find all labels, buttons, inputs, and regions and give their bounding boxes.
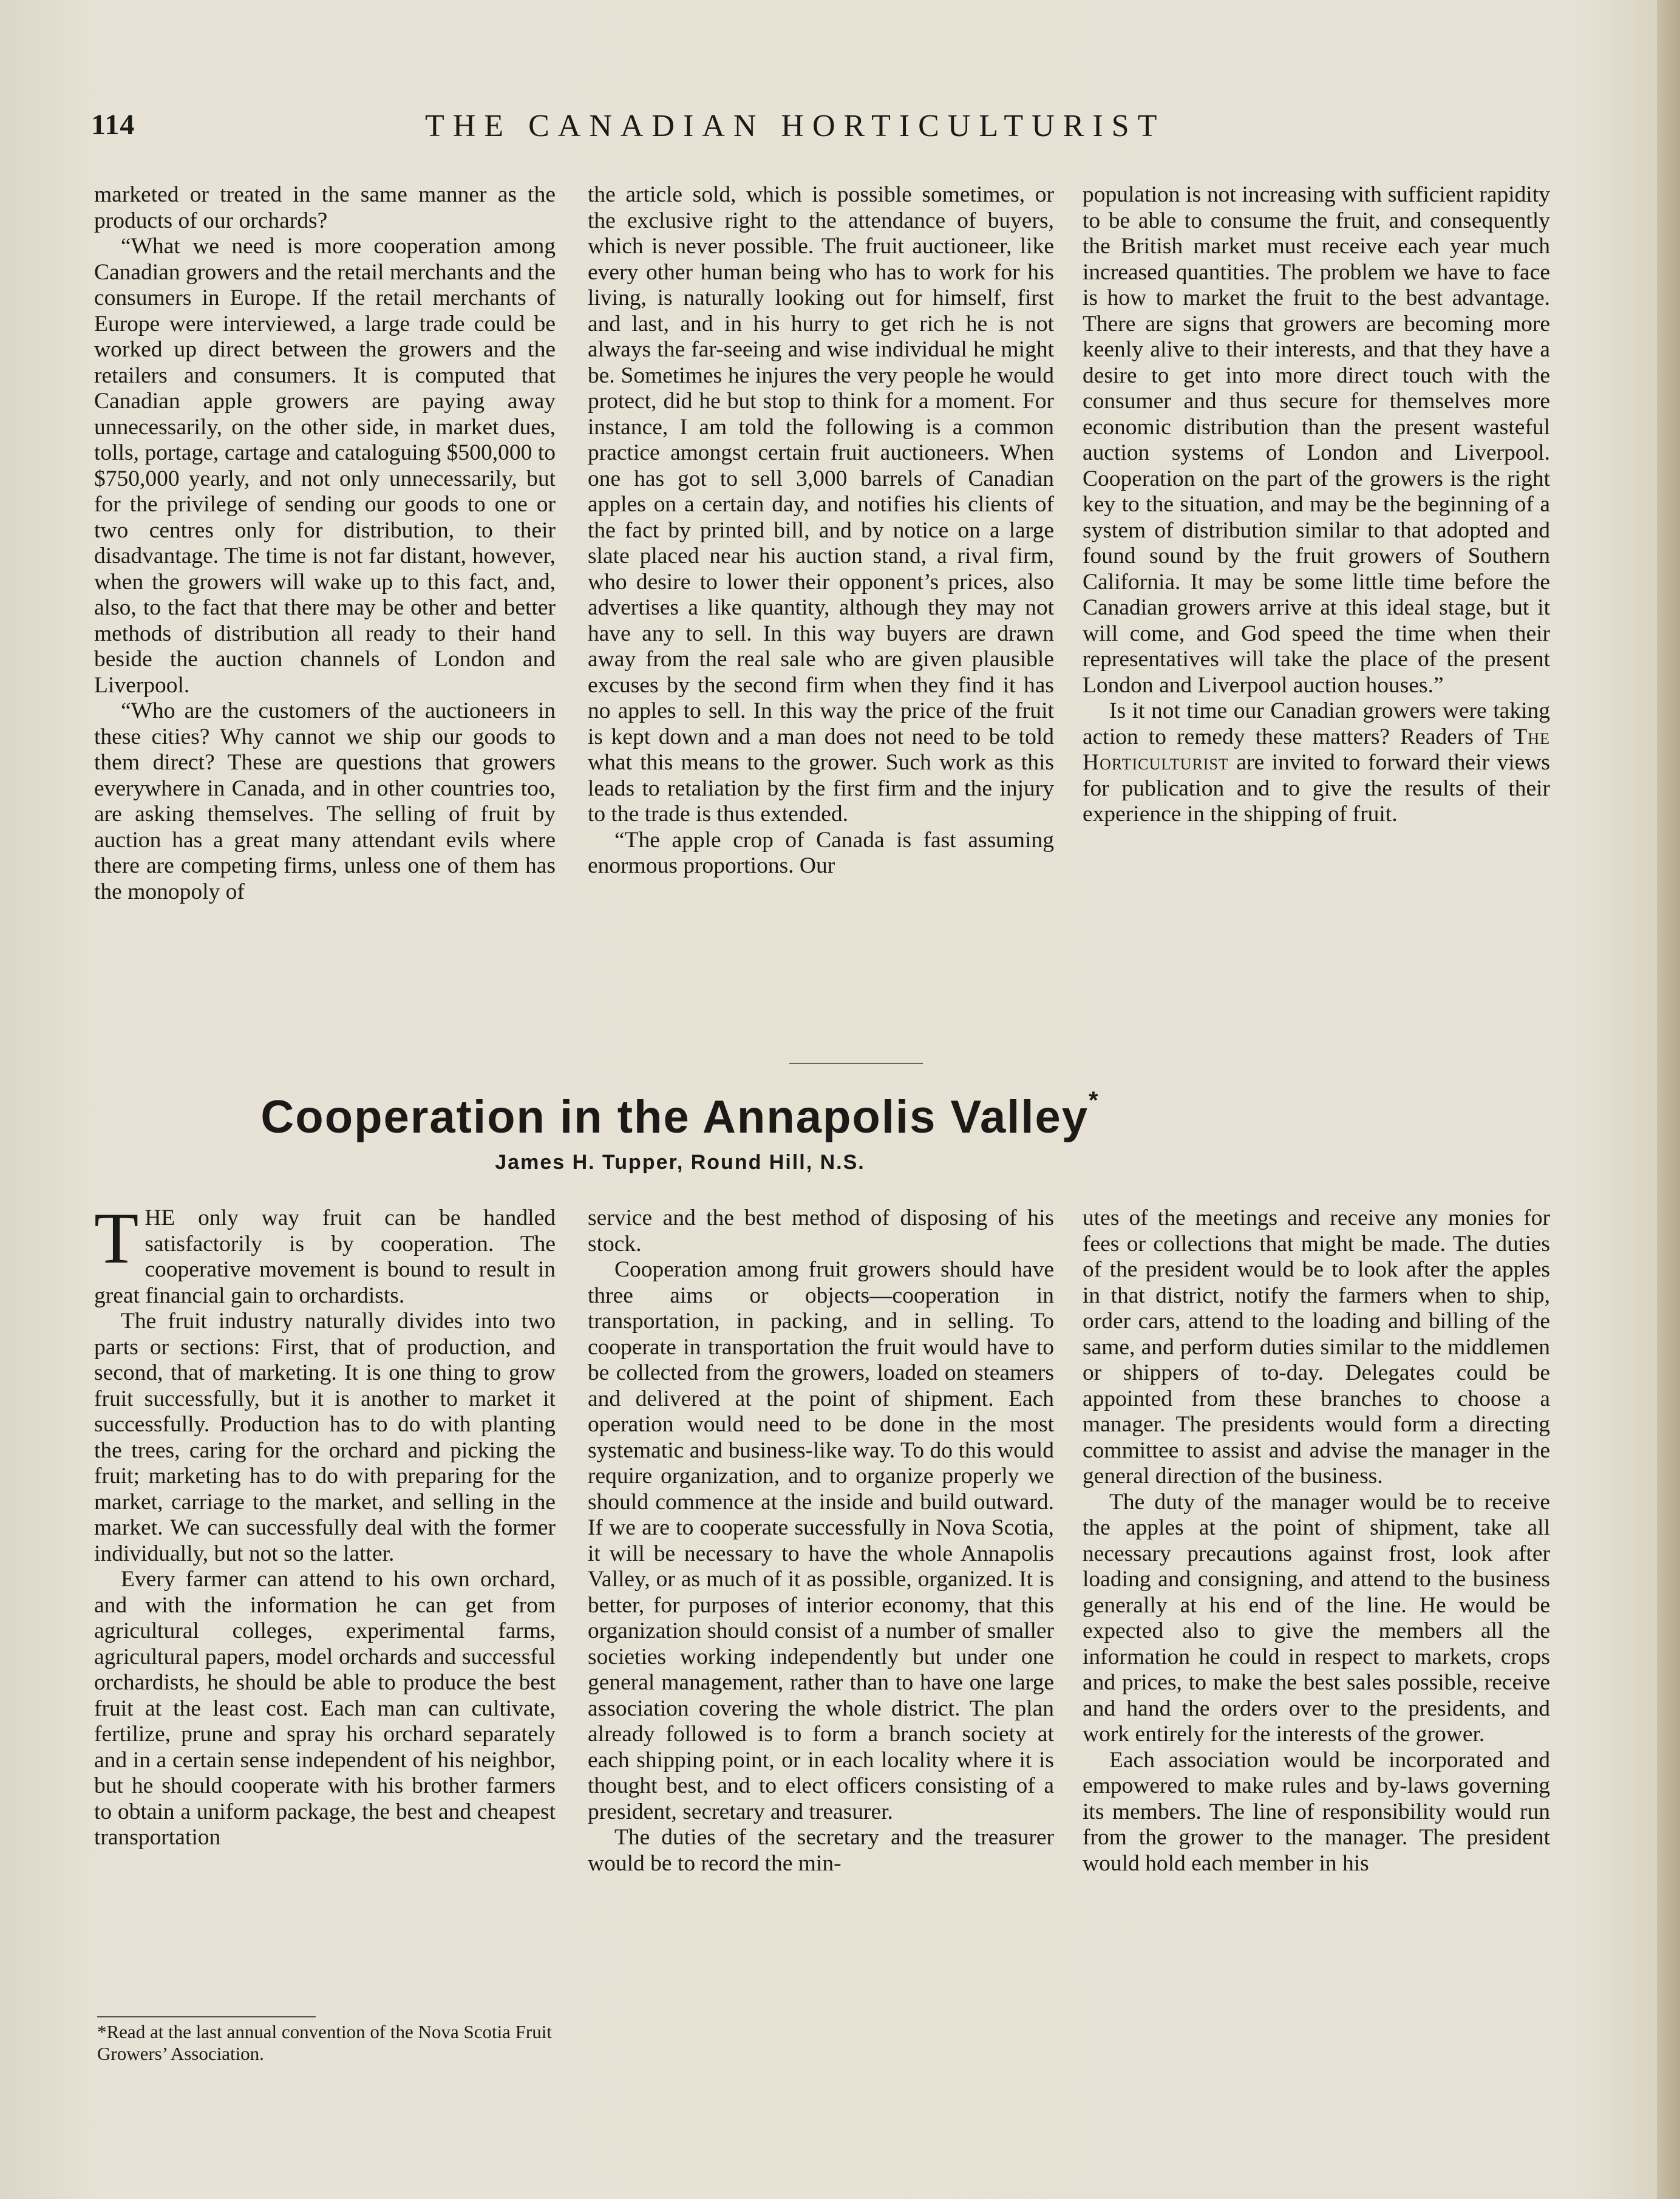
paragraph: the article sold, which is possible sometimes, or the exclusive right to the attendance of buyers, which is never possible. The fruit auctioneer, like every other human being who has to work for his living, is naturally looking out for himself, first and last, and in his hurry to get rich he is not always the far-seeing and wise individual he might be. Sometimes he injures the very people he would protect, did he but stop to think for a moment. For instance, I am told the following is a common practice amongst certain fruit auctioneers. When one has got to sell 3,000 barrels of Canadian apples on a certain day, and notifies his clients of the fact by printed bill, and by notice on a large slate placed near his auction stand, a rival firm, who desire to lower their opponent’s prices, also advertises a like quantity, although they may not have any to sell. In this way buyers are drawn away from the real sale who are given plausible excuses by the second firm when they find it has no apples to sell. In this way the price of the fruit is kept down and a man does not need to be told what this means to the grower. Such work as this leads to retaliation by the first firm and the injury to the trade is thus extended. <box>588 182 1054 827</box>
paragraph: Cooperation among fruit growers should have three aims or objects—cooperation in transportation, in packing, and in selling. To cooperate in transportation the fruit would have to be collected from the growers, loaded on steamers and delivered at the point of shipment. Each operation would need to be done in the most systematic and business-like way. To do this would require organization, and to organize properly we should commence at the inside and build outward. If we are to cooperate successfully in Nova Scotia, it will be necessary to have the whole Annapolis Valley, or as much of it as possible, organized. It is better, for purposes of interior economy, that this organization should consist of a number of smaller societies working independently but under one general management, rather than to have one large association covering the whole district. The plan already followed is to form a branch society at each shipping point, or in each locality where it is thought best, and to elect officers consisting of a president, secretary and treasurer. <box>588 1257 1054 1824</box>
paragraph: utes of the meetings and receive any monies for fees or collections that might be made. The duties of the president would be to look after the apples in that district, notify the farmers when to ship, order cars, attend to the loading and billing of the same, and perform duties similar to the middlemen or shippers of to-day. Delegates could be appointed from these branches to choose a manager. The presidents would form a directing committee to assist and advise the manager in the general direction of the business. <box>1083 1205 1550 1488</box>
paragraph: Each association would be incorporated and empowered to make rules and by-laws governing its members. The line of responsibility would run from the grower to the manager. The president would hold each member in his <box>1083 1747 1550 1876</box>
article-column-3 <box>1083 1205 1550 2068</box>
article-column-1 <box>94 1198 556 2068</box>
page-edge <box>1657 0 1680 2199</box>
paragraph: “The apple crop of Canada is fast assuming enormous proportions. Our <box>588 827 1054 878</box>
article-title <box>255 1087 1105 1144</box>
opening-paragraph <box>94 1198 556 1309</box>
article-title-text: Cooperation in the Annapolis Valley <box>260 1091 1089 1143</box>
continued-article-column-2 <box>588 182 1054 1032</box>
footnote-rule <box>97 2016 316 2017</box>
paragraph: The duties of the secretary and the treasurer would be to record the min- <box>588 1825 1054 1876</box>
journal-name-smallcaps: The Horticulturist <box>1083 724 1550 775</box>
continued-article-column-3 <box>1083 182 1550 1032</box>
page-number: 114 <box>91 109 135 141</box>
continued-article-column-1 <box>94 182 556 1032</box>
paragraph: Every farmer can attend to his own orchard, and with the information he can get from agricultural colleges, experimental farms, agricultural papers, model orchards and successful orchardists, he should be able to produce the best fruit at the least cost. Each man can cultivate, fertilize, prune and spray his orchard separately and in a certain sense independent of his neighbor, but he should cooperate with his brother farmers to obtain a uniform package, the best and cheapest transportation <box>94 1567 556 1850</box>
footnote-marker: * <box>1089 1087 1100 1114</box>
paragraph: population is not increasing with sufficient rapidity to be able to consume the fruit, and consequently the British market must receive each year much increased quantities. The problem we have to face is how to market the fruit to the best advantage. There are signs that growers are becoming more keenly alive to their interests, and that they have a desire to get into more direct touch with the consumer and thus secure for themselves more economic distribution than the present wasteful auction systems of London and Liverpool. Cooperation on the part of the growers is the right key to the situation, and may be the beginning of a system of distribution similar to that adopted and found sound by the fruit growers of Southern California. It may be some little time before the Canadian growers arrive at this ideal stage, but it will come, and God speed the time when their representatives will take the place of the present London and Liverpool auction houses.” <box>1083 182 1550 698</box>
journal-title: THE CANADIAN HORTICULTURIST <box>425 109 1166 143</box>
article-byline: James H. Tupper, Round Hill, N.S. <box>495 1151 865 1174</box>
paragraph-text: Is it not time our Canadian growers were taking action to remedy these matters? Readers of <box>1083 698 1550 749</box>
section-divider <box>789 1063 923 1064</box>
paragraph: “What we need is more cooperation among Canadian growers and the retail merchants and the consumers in Europe. If the retail merchants of Europe were interviewed, a large trade could be worked up direct between the growers and the retailers and consumers. It is computed that Canadian apple growers are paying away unnecessarily, on the other side, in market dues, tolls, portage, cartage and cataloguing $500,000 to $750,000 yearly, and not only unnecessarily, but for the privilege of sending our goods to one or two centres only for distribution, to their disadvantage. The time is not far distant, however, when the growers will wake up to this fact, and, also, to the fact that there may be other and better methods of distribution all ready to their hand beside the auction channels of London and Liverpool. <box>94 234 556 698</box>
paragraph: The duty of the manager would be to receive the apples at the point of shipment, take all necessary precautions against frost, look after loading and consigning, and attend to the business generally at his end of the line. He would be expected also to give the members all the information he could in respect to markets, crops and prices, to make the best sales possible, receive and hand the orders over to the presidents, and work entirely for the interests of the grower. <box>1083 1489 1550 1747</box>
paragraph-text: are invited to forward their views for publication and to give the results of their experience in the shipping of fruit. <box>1083 750 1551 827</box>
drop-cap: T <box>94 1198 139 1278</box>
paragraph-text: HE only way fruit can be handled satisfactorily is by cooperation. The cooperative movement is bound to result in great financial gain to orchardists. <box>94 1205 556 1308</box>
paragraph: “Who are the customers of the auctioneers in these cities? Why cannot we ship our goods to them direct? These are questions that growers everywhere in Canada, and in other countries too, are asking themselves. The selling of fruit by auction has a great many attendant evils where there are competing firms, unless one of them has the monopoly of <box>94 698 556 904</box>
paragraph: The fruit industry naturally divides into two parts or sections: First, that of production, and second, that of marketing. It is one thing to grow fruit successfully, but it is another to market it successfully. Production has to do with planting the trees, caring for the orchard and picking the fruit; marketing has to do with preparing for the market, carriage to the market, and selling in the market. We can successfully deal with the former individually, but not so the latter. <box>94 1309 556 1566</box>
paragraph: service and the best method of disposing of his stock. <box>588 1205 1054 1256</box>
paragraph-closing <box>1083 698 1550 828</box>
article-column-2 <box>588 1205 1054 2068</box>
running-head <box>91 108 1220 151</box>
paragraph: marketed or treated in the same manner as the products of our orchards? <box>94 182 556 233</box>
footnote: *Read at the last annual convention of the Nova Scotia Fruit Growers’ Association. <box>97 2021 552 2064</box>
